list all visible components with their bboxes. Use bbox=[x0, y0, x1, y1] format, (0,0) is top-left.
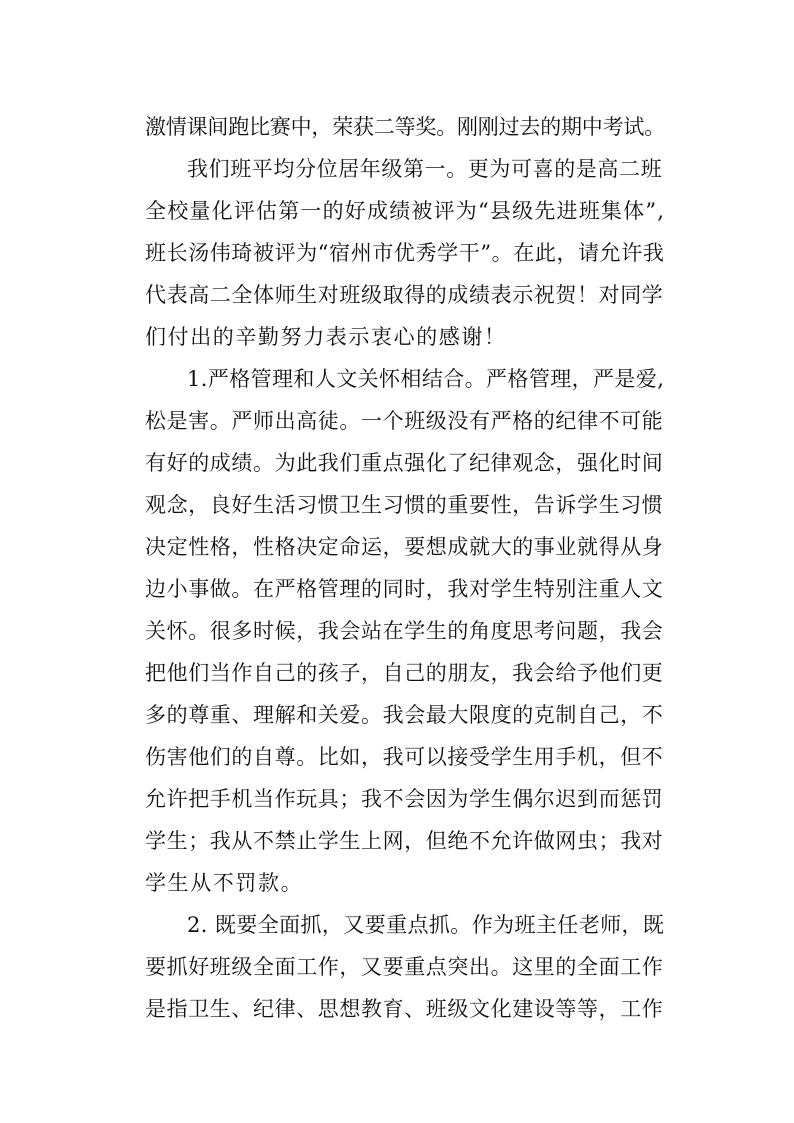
text-line: 代表高二全体师生对班级取得的成绩表示祝贺！对同学 bbox=[145, 283, 664, 307]
text-line: 要抓好班级全面工作，又要重点突出。这里的全面工作 bbox=[145, 955, 664, 979]
text-line: 伤害他们的自尊。比如，我可以接受学生用手机，但不 bbox=[145, 745, 664, 769]
text-line: 多的尊重、理解和关爱。我会最大限度的克制自己，不 bbox=[145, 703, 664, 727]
text-line: 学生；我从不禁止学生上网，但绝不允许做网虫；我对 bbox=[145, 829, 664, 853]
text-line: 2. 既要全面抓，又要重点抓。作为班主任老师，既 bbox=[187, 913, 665, 937]
text-line: 们付出的辛勤努力表示衷心的感谢！ bbox=[145, 325, 507, 349]
text-line: 全校量化评估第一的好成绩被评为“县级先进班集体”, bbox=[145, 199, 666, 223]
text-line: 观念，良好生活习惯卫生习惯的重要性，告诉学生习惯 bbox=[145, 493, 664, 517]
text-line: 激情课间跑比赛中，荣获二等奖。刚刚过去的期中考试。 bbox=[145, 115, 665, 139]
text-line: 允许把手机当作玩具；我不会因为学生偶尔迟到而惩罚 bbox=[145, 787, 664, 811]
text-line: 是指卫生、纪律、思想教育、班级文化建设等等，工作 bbox=[145, 997, 664, 1021]
text-line: 决定性格，性格决定命运，要想成就大的事业就得从身 bbox=[145, 535, 664, 559]
text-line: 松是害。严师出高徒。一个班级没有严格的纪律不可能 bbox=[145, 409, 664, 433]
text-line: 把他们当作自己的孩子，自己的朋友，我会给予他们更 bbox=[145, 661, 664, 685]
text-line: 班长汤伟琦被评为“宿州市优秀学干”。在此，请允许我 bbox=[145, 241, 665, 265]
text-line: 我们班平均分位居年级第一。更为可喜的是高二班 bbox=[187, 157, 663, 181]
text-line: 1.严格管理和人文关怀相结合。严格管理，严是爱, bbox=[187, 367, 665, 391]
text-line: 有好的成绩。为此我们重点强化了纪律观念，强化时间 bbox=[145, 451, 664, 475]
text-line: 关怀。很多时候，我会站在学生的角度思考问题，我会 bbox=[145, 619, 664, 643]
text-line: 学生从不罚款。 bbox=[145, 871, 304, 895]
text-line: 边小事做。在严格管理的同时，我对学生特别注重人文 bbox=[145, 577, 664, 601]
